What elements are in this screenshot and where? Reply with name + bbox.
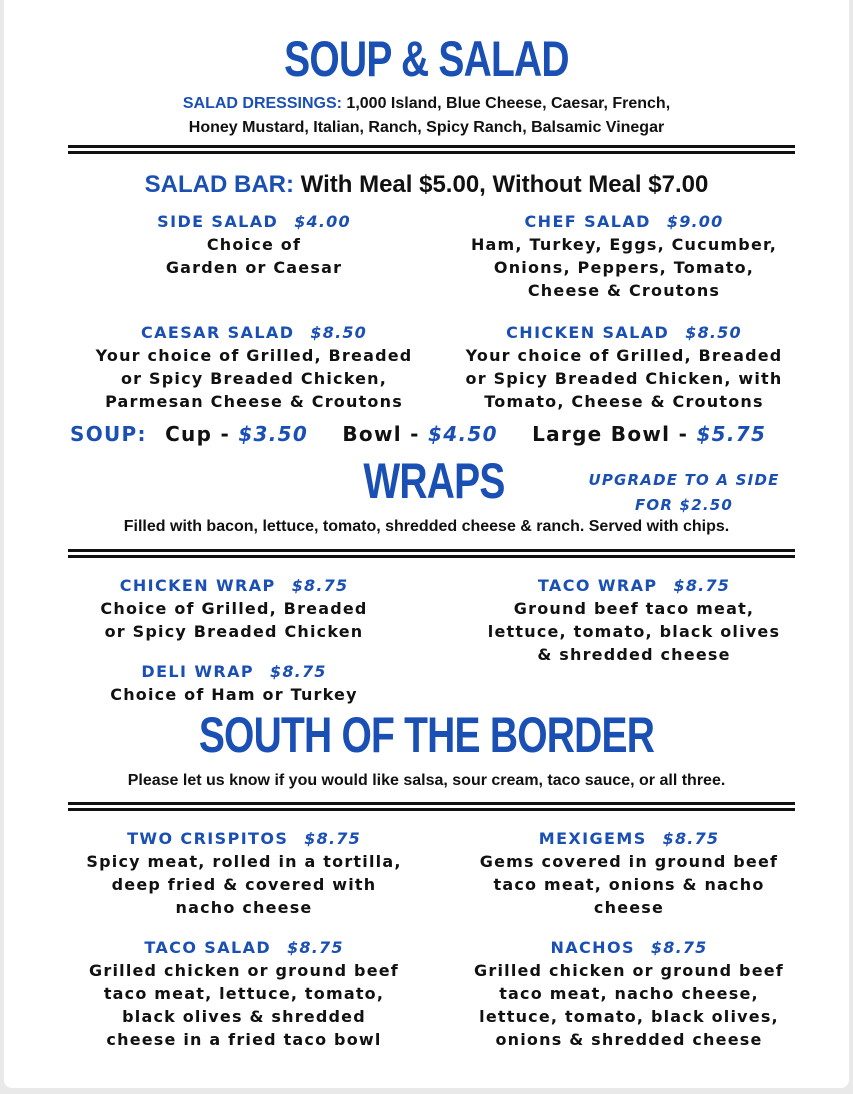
menu-item-chicken-salad — [434, 321, 814, 413]
menu-item-taco-salad — [44, 936, 444, 1051]
menu-item-taco-wrap — [434, 574, 834, 666]
item-description: Your choice of Grilled, Breaded or Spicy Breaded Chicken, Parmesan Cheese & Croutons — [95, 346, 413, 411]
section-heading-wraps: WRAPS — [363, 453, 505, 509]
border-note: Please let us know if you would like salsa, sour cream, taco sauce, or all three. — [127, 772, 726, 789]
menu-item-deli-wrap — [34, 660, 434, 706]
item-price: $8.75 — [287, 938, 344, 957]
salad-bar-prices: With Meal $5.00, Without Meal $7.00 — [300, 171, 709, 198]
soup-price-line — [70, 422, 810, 446]
item-title: SIDE SALAD — [157, 212, 279, 231]
soup-label: SOUP: — [70, 422, 147, 446]
item-price: $4.00 — [294, 212, 351, 231]
soup-cup-price: $3.50 — [238, 422, 309, 446]
item-title: CAESAR SALAD — [140, 323, 295, 342]
item-title: TACO SALAD — [144, 938, 272, 957]
salad-dressings-line-1 — [4, 95, 849, 113]
salad-dressings-line-2: Honey Mustard, Italian, Ranch, Spicy Ranch, Balsamic Vinegar — [188, 119, 665, 136]
salad-dressings-label: SALAD DRESSINGS: — [182, 95, 342, 112]
divider-rule — [68, 145, 795, 154]
item-price: $8.75 — [662, 829, 720, 848]
salad-bar-line — [4, 171, 849, 199]
item-price: $8.75 — [304, 829, 361, 848]
item-title: NACHOS — [550, 938, 635, 957]
soup-bowl-label: Bowl - — [342, 422, 420, 446]
soup-cup-label: Cup - — [165, 422, 231, 446]
item-title: DELI WRAP — [141, 662, 254, 681]
item-price: $8.75 — [270, 662, 327, 681]
menu-page — [4, 0, 849, 1088]
menu-item-chef-salad — [434, 210, 814, 302]
menu-item-side-salad — [64, 210, 444, 279]
section-heading-soup-salad: SOUP & SALAD — [284, 31, 569, 87]
soup-bowl-price: $4.50 — [428, 422, 498, 446]
menu-item-caesar-salad — [64, 321, 444, 413]
item-description: Choice of Ham or Turkey — [110, 685, 358, 704]
divider-rule — [68, 549, 795, 558]
upgrade-note-line-1: UPGRADE TO A SIDE — [588, 471, 780, 489]
salad-dressings-list-1: 1,000 Island, Blue Cheese, Caesar, French, — [346, 95, 671, 112]
menu-item-nachos — [429, 936, 829, 1051]
item-title: CHICKEN SALAD — [506, 323, 670, 342]
item-price: $8.50 — [310, 323, 368, 342]
item-description: Your choice of Grilled, Breaded or Spicy Breaded Chicken, with Tomato, Cheese & Croutons — [465, 346, 783, 411]
item-description: Grilled chicken or ground beef taco meat, nacho cheese, lettuce, tomato, black olives, onions & shredded cheese — [474, 961, 784, 1049]
item-description: Choice of Garden or Caesar — [165, 235, 343, 277]
item-title: TACO WRAP — [537, 576, 658, 595]
item-description: Ham, Turkey, Eggs, Cucumber, Onions, Peppers, Tomato, Cheese & Croutons — [470, 235, 778, 300]
divider-rule — [68, 802, 795, 811]
item-price: $9.00 — [666, 212, 724, 231]
item-price: $8.75 — [291, 576, 349, 595]
item-description: Grilled chicken or ground beef taco meat, lettuce, tomato, black olives & shredded cheese in a fried taco bowl — [89, 961, 399, 1049]
item-description: Gems covered in ground beef taco meat, onions & nacho cheese — [479, 852, 779, 917]
item-title: TWO CRISPITOS — [127, 829, 289, 848]
item-title: MEXIGEMS — [538, 829, 647, 848]
upgrade-note — [584, 468, 784, 518]
upgrade-note-line-2: FOR $2.50 — [634, 496, 734, 514]
item-price: $8.75 — [673, 576, 731, 595]
soup-large-bowl-price: $5.75 — [696, 422, 767, 446]
menu-item-mexigems — [429, 827, 829, 919]
item-description: Spicy meat, rolled in a tortilla, deep fried & covered with nacho cheese — [86, 852, 402, 917]
item-description: Choice of Grilled, Breaded or Spicy Breaded Chicken — [100, 599, 368, 641]
item-price: $8.75 — [650, 938, 708, 957]
item-title: CHEF SALAD — [524, 212, 651, 231]
menu-item-chicken-wrap — [34, 574, 434, 643]
section-heading-south-of-the-border: SOUTH OF THE BORDER — [198, 707, 655, 763]
soup-large-bowl-label: Large Bowl - — [532, 422, 689, 446]
menu-item-two-crispitos — [44, 827, 444, 919]
item-title: CHICKEN WRAP — [119, 576, 276, 595]
item-price: $8.50 — [685, 323, 742, 342]
salad-bar-label: SALAD BAR: — [144, 171, 294, 198]
item-description: Ground beef taco meat, lettuce, tomato, black olives & shredded cheese — [487, 599, 781, 664]
wraps-note: Filled with bacon, lettuce, tomato, shredded cheese & ranch. Served with chips. — [123, 518, 730, 535]
